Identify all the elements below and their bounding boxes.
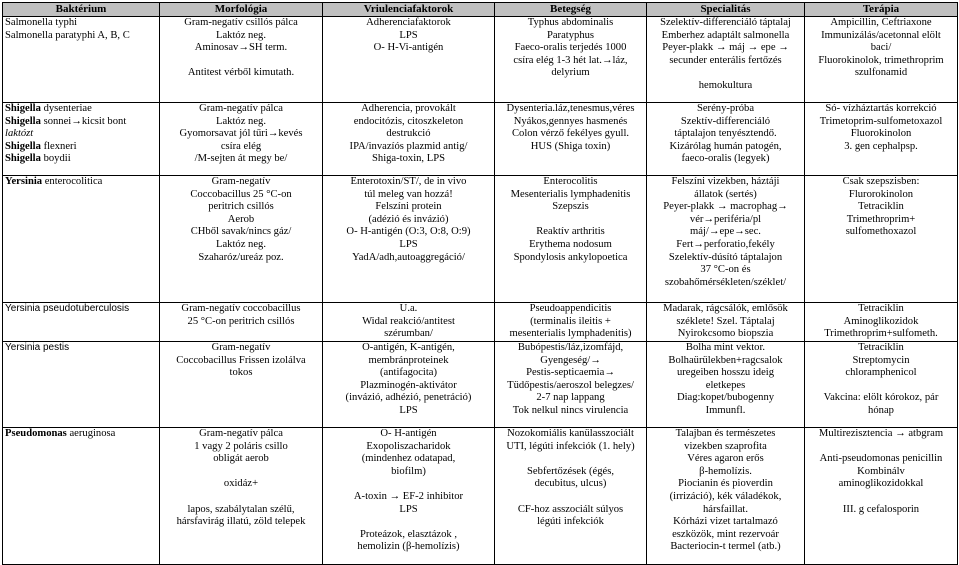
- disease-line: Tüdőpestis/aeroszol belegzes/: [507, 379, 634, 391]
- special-line: Bolha mint vektor.: [685, 342, 766, 353]
- special-line: vizekben szaprofita: [684, 440, 767, 452]
- morphology-line: Gram-negatív csillós pálca: [184, 17, 298, 28]
- virulence-line: O- H-antigén: [380, 428, 437, 439]
- virulence-line: Widal reakció/antitest: [362, 315, 455, 327]
- morphology-line: [162, 491, 320, 504]
- virulence-line: membránproteinek: [368, 354, 449, 366]
- cell-special: [647, 176, 805, 303]
- morphology-line: Aminosav→SH term.: [194, 42, 288, 54]
- cell-therapy: [805, 428, 958, 565]
- therapy-line: chloramphenicol: [845, 367, 917, 379]
- special-line: Immunfl.: [705, 404, 746, 416]
- special-line: hemokultura: [698, 79, 753, 91]
- cell-therapy: [805, 17, 958, 103]
- special-line: Peyer-plakk → máj → epe →: [662, 42, 789, 54]
- cell-disease: [495, 428, 647, 565]
- header-special: Specialitás: [647, 3, 805, 17]
- cell-therapy: [805, 103, 958, 176]
- cell-morphology: [160, 303, 323, 342]
- virulence-line: Proteázok, elasztázok ,: [359, 528, 458, 540]
- disease-line: Faeco-oralis terjedés 1000: [514, 42, 627, 54]
- morphology-line: Coccobacillus 25 °C-on: [190, 188, 292, 200]
- special-line: faeco-oralis (legyek): [681, 153, 770, 165]
- therapy-line: Multirezisztencia → atbgram: [818, 428, 944, 439]
- virulence-line: [325, 516, 492, 529]
- disease-line: decubitus, ulcus): [534, 478, 607, 490]
- disease-line: Pestis-septicaemia→: [526, 367, 615, 379]
- cell-virulence: [323, 17, 495, 103]
- therapy-line: Immunizálás/acetonnal elölt: [821, 29, 941, 41]
- morphology-line: obligát aerob: [213, 453, 269, 465]
- virulence-line: túl meleg van hozzá!: [364, 188, 453, 200]
- morphology-line: Laktóz neg.: [215, 29, 266, 41]
- virulence-line: destrukció: [386, 128, 431, 140]
- therapy-line: baci/: [870, 42, 892, 54]
- table-row: [3, 103, 958, 176]
- virulence-line: LPS: [399, 503, 418, 515]
- special-line: Piocianin és pioverdin: [678, 478, 773, 490]
- special-line: Bolhaürülekben+ragcsalok: [668, 354, 783, 366]
- header-bacterium: Baktérium: [3, 3, 160, 17]
- disease-line: Gyengeség/→: [540, 354, 601, 366]
- cell-morphology: [160, 176, 323, 303]
- therapy-line: Vakcina: elölt kórokoz, pár: [823, 392, 939, 404]
- cell-special: [647, 103, 805, 176]
- therapy-line: [807, 441, 955, 454]
- therapy-line: 3. gen cephalpsp.: [844, 140, 918, 152]
- special-line: Szektív-differenciáló: [680, 115, 771, 127]
- bacterium-line: Yersinia pseudotuberculosis: [5, 303, 130, 314]
- header-therapy: Terápia: [805, 3, 958, 17]
- header-row: [3, 3, 958, 17]
- therapy-line: sulfomethoxazol: [845, 226, 917, 238]
- special-line: táptalajon tenyésztendő.: [674, 128, 777, 140]
- virulence-line: LPS: [399, 404, 418, 416]
- table-row: [3, 176, 958, 303]
- cell-virulence: [323, 428, 495, 565]
- morphology-line: Gram-negatív pálca: [199, 428, 283, 439]
- special-line: szobahőmérsékleten/széklet/: [664, 276, 787, 288]
- disease-line: CF-hoz asszociált súlyos: [517, 503, 624, 515]
- bacterium-line: Salmonella typhi: [5, 17, 78, 28]
- cell-morphology: [160, 103, 323, 176]
- morphology-line: [162, 55, 320, 68]
- virulence-line: (antifagocita): [379, 367, 438, 379]
- therapy-line: III. g cefalosporin: [842, 503, 920, 515]
- virulence-line: LPS: [399, 29, 418, 41]
- disease-line: (terminalis ileitis +: [530, 315, 611, 327]
- virulence-line: IPA/invazíós plazmid antig/: [349, 140, 468, 152]
- therapy-line: Fluorokinolok, trimethroprim: [818, 54, 944, 66]
- therapy-line: [807, 491, 955, 504]
- virulence-line: [325, 478, 492, 491]
- special-line: Diag:kopet/bubogenny: [676, 392, 775, 404]
- therapy-line: Csak szepszisben:: [842, 176, 920, 187]
- cell-morphology: [160, 342, 323, 428]
- disease-line: Nyákos,gennyes hasmenés: [513, 115, 628, 127]
- bacterium-line: Shigella dysenteriae: [5, 103, 92, 114]
- disease-line: Enterocolitis: [543, 176, 598, 187]
- morphology-line: peritrich csillós: [208, 201, 274, 213]
- virulence-line: Plazminogén-aktivátor: [360, 379, 457, 391]
- special-line: Emberhez adaptált salmonella: [661, 29, 790, 41]
- morphology-line: /M-sejten át megy be/: [194, 153, 288, 165]
- therapy-line: Tetraciklin: [858, 342, 904, 353]
- disease-line: [497, 491, 644, 504]
- morphology-line: [162, 466, 320, 479]
- disease-line: Paratyphus: [546, 29, 595, 41]
- cell-disease: [495, 103, 647, 176]
- therapy-line: Fluorokinolon: [850, 128, 912, 140]
- special-line: Kórházi vizet tartalmazó: [673, 516, 778, 528]
- disease-line: [497, 214, 644, 227]
- special-line: [649, 67, 802, 80]
- disease-line: Reaktív arthritis: [536, 226, 605, 238]
- therapy-line: hónap: [868, 404, 894, 416]
- cell-therapy: [805, 303, 958, 342]
- bacterium-line: Shigella boydii: [5, 153, 71, 165]
- table-row: [3, 17, 958, 103]
- morphology-line: Gram-negatív: [211, 176, 271, 187]
- virulence-line: Shiga-toxin, LPS: [372, 153, 445, 165]
- cell-morphology: [160, 17, 323, 103]
- therapy-line: Trimethroprim+sulfometh.: [824, 328, 938, 340]
- disease-line: [497, 453, 644, 466]
- special-line: secunder enterális fertőzés: [669, 54, 782, 66]
- special-line: hársfaillat.: [702, 503, 748, 515]
- virulence-line: O-antigén, K-antigén,: [362, 342, 455, 353]
- disease-line: Typhus abdominalis: [527, 17, 614, 28]
- disease-line: Bubópestis/láz,izomfájd,: [517, 342, 624, 353]
- special-line: Serény-próba: [696, 103, 755, 114]
- therapy-line: Só- vízháztartás korrekció: [825, 103, 937, 114]
- virulence-line: biofilm): [391, 465, 426, 477]
- header-disease: Betegség: [495, 3, 647, 17]
- special-line: Peyer-plakk → macrophag→: [663, 201, 788, 213]
- header-morphology: Morfológia: [160, 3, 323, 17]
- disease-line: UTI, légúti infekciók (1. hely): [506, 440, 635, 452]
- cell-disease: [495, 17, 647, 103]
- therapy-line: Aminoglikozidok: [843, 315, 919, 327]
- morphology-line: Gram-negatív pálca: [199, 103, 283, 114]
- morphology-line: Gram-negatív: [211, 342, 271, 353]
- special-line: Szelektív-dúsító táptalajon: [668, 251, 783, 263]
- special-line: Bacteriocin-t termel (atb.): [670, 541, 781, 553]
- virulence-line: Exopoliszacharidok: [366, 440, 451, 452]
- morphology-line: 25 °C-on peritrich csillós: [187, 315, 295, 327]
- cell-bacterium: [3, 176, 160, 303]
- therapy-line: aminoglikozidokkal: [838, 478, 924, 490]
- bacteria-table: [2, 2, 958, 565]
- special-line: eszközök, mint rezervoár: [672, 528, 779, 540]
- special-line: Madarak, rágcsálók, emlősök: [663, 303, 788, 314]
- cell-special: [647, 17, 805, 103]
- therapy-line: Anti-pseudomonas penicillin: [819, 453, 943, 465]
- therapy-line: Kombinálv: [857, 465, 905, 477]
- cell-virulence: [323, 176, 495, 303]
- special-line: Nyirokcsomo biopszia: [677, 328, 774, 340]
- morphology-line: hársfavirág illatú, zöld telepek: [176, 516, 306, 528]
- morphology-line: Antitest vérből kimutath.: [187, 67, 295, 79]
- virulence-line: LPS: [399, 238, 418, 250]
- special-line: β-hemolízis.: [699, 465, 752, 477]
- therapy-line: Tetraciklin: [858, 201, 904, 213]
- disease-line: Colon vérző fekélyes gyull.: [511, 128, 630, 140]
- cell-disease: [495, 342, 647, 428]
- cell-therapy: [805, 342, 958, 428]
- special-line: Talajban és természetes: [675, 428, 776, 439]
- special-line: Felszíni vizekben, háztáji: [671, 176, 780, 187]
- cell-bacterium: [3, 342, 160, 428]
- morphology-line: Coccobacillus Frissen izolálva: [176, 354, 306, 366]
- cell-bacterium: [3, 17, 160, 103]
- morphology-line: Gyomorsavat jól tűri→kevés: [179, 128, 303, 140]
- morphology-line: CHből savak/nincs gáz/: [190, 226, 292, 238]
- disease-line: csíra elég 1-3 hét lat.→láz,: [513, 54, 628, 66]
- virulence-line: Adherenciafaktorok: [366, 17, 451, 28]
- morphology-line: Aerob: [227, 213, 255, 225]
- bacterium-line: Salmonella paratyphi A, B, C: [5, 29, 130, 41]
- table-row: [3, 428, 958, 565]
- therapy-line: Trimetoprim-sulfometoxazol: [819, 115, 943, 127]
- special-line: (irrizáció), kék váladékok,: [669, 490, 782, 502]
- disease-line: delyrium: [551, 67, 590, 79]
- special-line: állatok (sertés): [694, 188, 757, 200]
- cell-disease: [495, 176, 647, 303]
- bacterium-line: Shigella flexneri: [5, 140, 77, 152]
- special-line: 37 °C-on és: [700, 264, 751, 276]
- virulence-line: Enterotoxin/ST/, de in vivo: [350, 176, 467, 187]
- morphology-line: Szaharóz/ureáz poz.: [198, 251, 284, 263]
- special-line: Szelektív-differenciáló táptalaj: [660, 17, 791, 28]
- disease-line: Sebfertőzések (égés,: [526, 465, 615, 477]
- cell-special: [647, 342, 805, 428]
- disease-line: Mesenterialis lymphadenitis: [510, 188, 631, 200]
- morphology-line: csíra elég: [220, 140, 262, 152]
- disease-line: Erythema nodosum: [529, 238, 612, 250]
- cell-bacterium: [3, 428, 160, 565]
- bacterium-line: Pseudomonas aeruginosa: [5, 428, 116, 439]
- special-line: Kizárólag humán patogén,: [669, 140, 782, 152]
- special-line: máj/→epe→sec.: [690, 226, 761, 238]
- morphology-line: Gram-negatív coccobacillus: [181, 303, 301, 314]
- therapy-line: Ampicillin, Ceftriaxone: [830, 17, 932, 28]
- cell-morphology: [160, 428, 323, 565]
- cell-disease: [495, 303, 647, 342]
- therapy-line: Trimethroprim+: [846, 213, 916, 225]
- disease-line: Tok nelkul nincs virulencia: [512, 404, 629, 416]
- table-row: [3, 303, 958, 342]
- virulence-line: (adézió és invázió): [368, 213, 449, 225]
- virulence-line: Adherencia, provokált: [361, 103, 456, 114]
- morphology-line: tokos: [229, 367, 253, 379]
- virulence-line: YadA/adh,autoaggregáció/: [352, 251, 465, 263]
- morphology-line: oxidáz+: [223, 478, 259, 490]
- virulence-line: O- H-antigén (O:3, O:8, O:9): [346, 226, 471, 238]
- morphology-line: lapos, szabálytalan szélű,: [187, 503, 295, 515]
- morphology-line: Laktóz neg.: [215, 115, 266, 127]
- virulence-line: A-toxin → EF-2 inhibitor: [353, 490, 464, 502]
- virulence-line: U.a.: [399, 303, 418, 314]
- cell-bacterium: [3, 303, 160, 342]
- bacterium-line: Yersinia pestis: [5, 342, 70, 353]
- therapy-line: szulfonamid: [854, 67, 908, 79]
- virulence-line: O- H-Vi-antigén: [373, 42, 444, 54]
- bacterium-line: laktózt: [5, 128, 34, 140]
- special-line: Véres agaron erős: [687, 453, 764, 465]
- bacterium-line: Shigella sonnei→kicsit bont: [5, 115, 127, 127]
- virulence-line: (invázió, adhézió, penetráció): [345, 392, 472, 404]
- special-line: Fert→perforatio,fekély: [676, 238, 775, 250]
- therapy-line: Flurorokinolon: [848, 188, 914, 200]
- special-line: vér→periféria/pl: [689, 213, 762, 225]
- disease-line: 2-7 nap lappang: [536, 392, 605, 404]
- therapy-line: Tetraciklin: [858, 303, 904, 314]
- disease-line: Pseudoappendicitis: [529, 303, 612, 314]
- disease-line: Spondylosis ankylopoetica: [513, 251, 628, 263]
- virulence-line: Felszíni protein: [375, 201, 442, 213]
- cell-therapy: [805, 176, 958, 303]
- disease-line: Dysenteria.láz,tenesmus,véres: [506, 103, 635, 114]
- morphology-line: 1 vagy 2 poláris csillo: [194, 440, 288, 452]
- table-row: [3, 342, 958, 428]
- disease-line: légúti infekciók: [537, 516, 604, 528]
- morphology-line: Laktóz neg.: [215, 238, 266, 250]
- cell-special: [647, 303, 805, 342]
- cell-virulence: [323, 342, 495, 428]
- cell-virulence: [323, 303, 495, 342]
- virulence-line: szérumban/: [384, 328, 433, 340]
- special-line: uregeiben hosszu ideig: [676, 367, 775, 379]
- bacterium-line: Yersinia enterocolitica: [5, 176, 103, 187]
- special-line: széklete! Szel. Táptalaj: [676, 315, 775, 327]
- disease-line: HUS (Shiga toxin): [530, 140, 611, 152]
- cell-special: [647, 428, 805, 565]
- disease-line: mesenterialis lymphadenitis): [509, 328, 632, 340]
- virulence-line: endocitózis, citoszkeleton: [353, 115, 464, 127]
- cell-virulence: [323, 103, 495, 176]
- disease-line: Szepszis: [552, 201, 589, 213]
- disease-line: Nozokomiális kanülasszociált: [507, 428, 634, 439]
- therapy-line: Streptomycin: [852, 354, 910, 366]
- special-line: eletkepes: [705, 379, 746, 391]
- cell-bacterium: [3, 103, 160, 176]
- virulence-line: (mindenhez odatapad,: [361, 453, 456, 465]
- header-virulence: Vriulenciafaktorok: [323, 3, 495, 17]
- virulence-line: hemolizin (β-hemolízis): [357, 541, 460, 553]
- therapy-line: [807, 380, 955, 393]
